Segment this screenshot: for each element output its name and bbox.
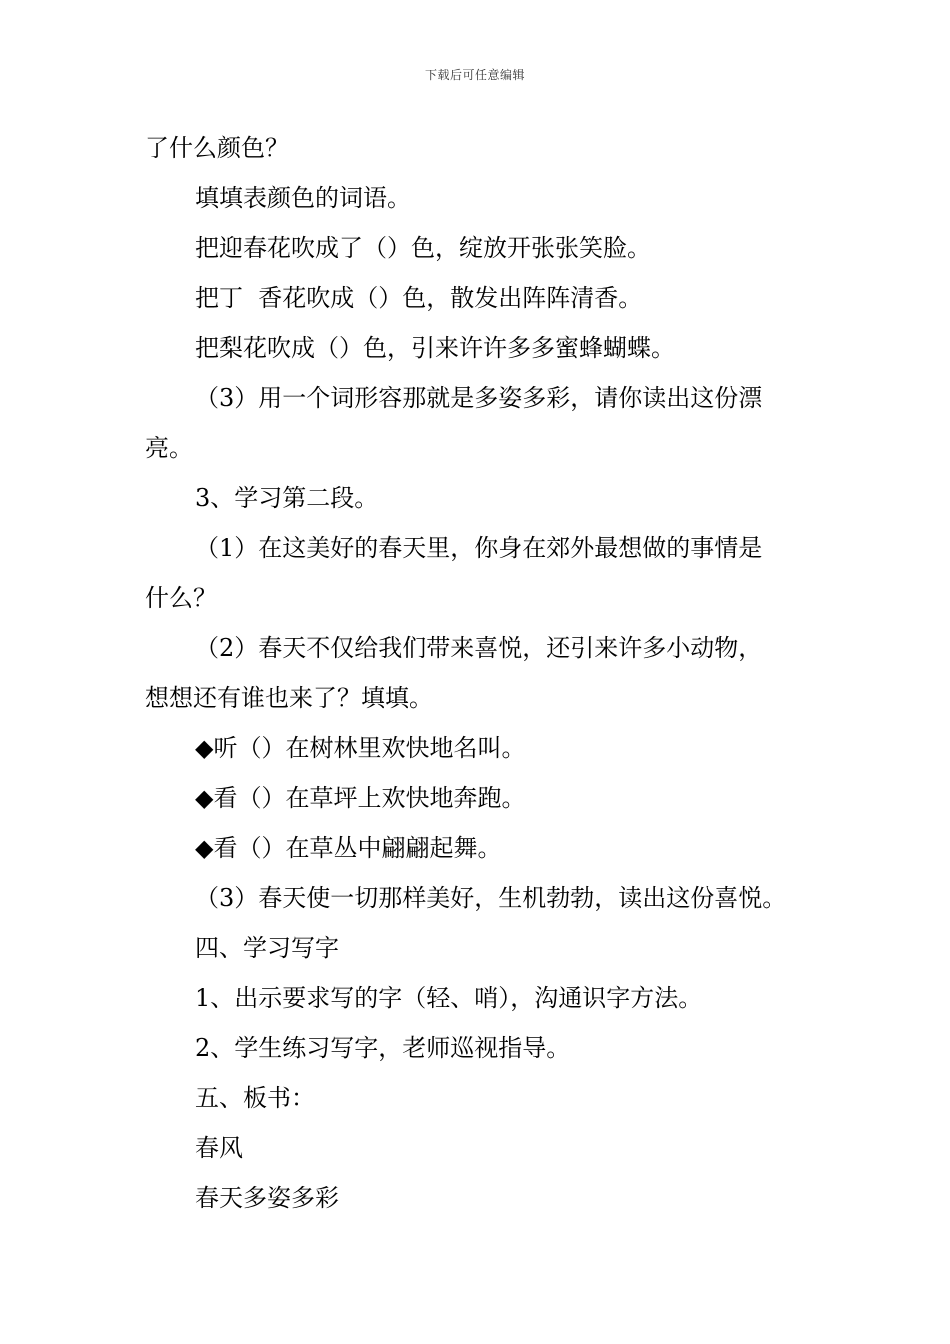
section-heading: 四、学习写字 bbox=[195, 934, 339, 962]
paragraph-line: 1、出示要求写的字（轻、哨），沟通识字方法。 bbox=[195, 984, 703, 1012]
paragraph-line: （3）春天使一切那样美好，生机勃勃，读出这份喜悦。 bbox=[195, 884, 787, 912]
paragraph-line: 3、学习第二段。 bbox=[195, 484, 379, 512]
paragraph-line: （1）在这美好的春天里，你身在郊外最想做的事情是 bbox=[195, 534, 763, 562]
paragraph-line: ◆看（）在草丛中翩翩起舞。 bbox=[195, 834, 502, 862]
paragraph-line: 亮。 bbox=[145, 434, 193, 462]
paragraph-line: （3）用一个词形容那就是多姿多彩，请你读出这份漂 bbox=[195, 384, 763, 412]
page-header: 下载后可任意编辑 bbox=[424, 68, 525, 82]
paragraph-line: 什么？ bbox=[145, 584, 217, 612]
paragraph-line: ◆听（）在树林里欢快地名叫。 bbox=[195, 734, 526, 762]
section-heading: 五、板书： bbox=[195, 1084, 315, 1112]
paragraph-line: 2、学生练习写字，老师巡视指导。 bbox=[195, 1034, 571, 1062]
paragraph-line: 把丁 香花吹成（）色，散发出阵阵清香。 bbox=[195, 284, 643, 312]
blackboard-line: 春天多姿多彩 bbox=[195, 1184, 339, 1212]
paragraph-line: 把迎春花吹成了（）色，绽放开张张笑脸。 bbox=[195, 234, 651, 262]
paragraph-line: 填填表颜色的词语。 bbox=[195, 184, 411, 212]
document-body bbox=[145, 128, 815, 1228]
paragraph-line: 想想还有谁也来了？填填。 bbox=[145, 684, 433, 712]
paragraph-line: 把梨花吹成（）色，引来许许多多蜜蜂蝴蝶。 bbox=[195, 334, 675, 362]
paragraph-line: 了什么颜色？ bbox=[145, 134, 289, 162]
paragraph-line: （2）春天不仅给我们带来喜悦，还引来许多小动物， bbox=[195, 634, 763, 662]
paragraph-line: ◆看（）在草坪上欢快地奔跑。 bbox=[195, 784, 526, 812]
blackboard-line: 春风 bbox=[195, 1134, 243, 1162]
